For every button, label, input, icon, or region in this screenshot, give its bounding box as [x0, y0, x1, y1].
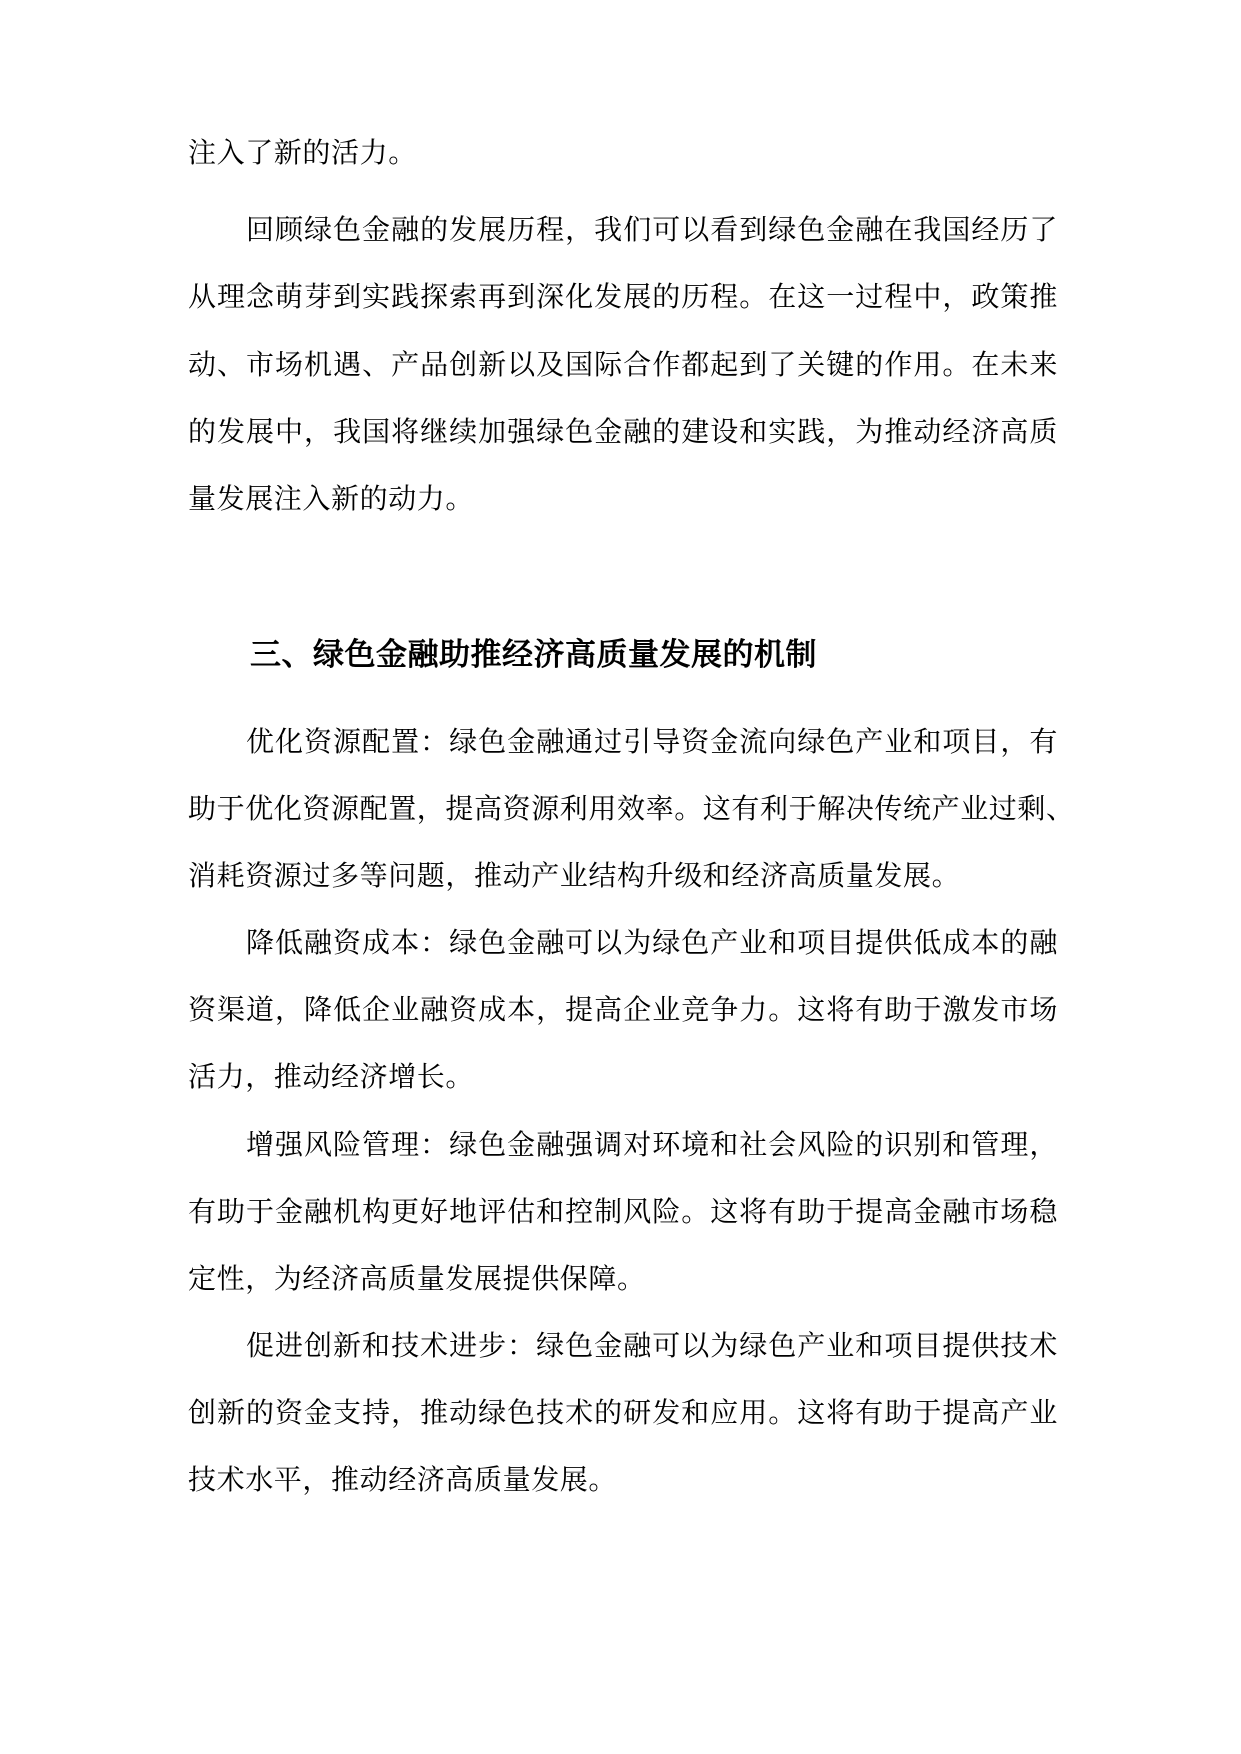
- paragraph-line: 消耗资源过多等问题，推动产业结构升级和经济高质量发展。: [188, 859, 961, 892]
- paragraph-line: 创新的资金支持，推动绿色技术的研发和应用。这将有助于提高产业: [188, 1396, 1058, 1429]
- paragraph-line: 有助于金融机构更好地评估和控制风险。这将有助于提高金融市场稳: [188, 1195, 1058, 1228]
- paragraph-line: 资渠道，降低企业融资成本，提高企业竞争力。这将有助于激发市场: [188, 993, 1058, 1026]
- paragraph-line: 的发展中，我国将继续加强绿色金融的建设和实践，为推动经济高质: [188, 415, 1058, 448]
- paragraph-line: 降低融资成本：绿色金融可以为绿色产业和项目提供低成本的融: [246, 926, 1058, 959]
- paragraph-line: 动、市场机遇、产品创新以及国际合作都起到了关键的作用。在未来: [188, 348, 1058, 381]
- paragraph-line: 回顾绿色金融的发展历程，我们可以看到绿色金融在我国经历了: [246, 213, 1058, 246]
- paragraph-line: 促进创新和技术进步：绿色金融可以为绿色产业和项目提供技术: [246, 1329, 1058, 1362]
- section-heading: 三、绿色金融助推经济高质量发展的机制: [250, 637, 817, 673]
- paragraph-line: 量发展注入新的动力。: [188, 482, 475, 515]
- paragraph-line: 定性，为经济高质量发展提供保障。: [188, 1262, 646, 1295]
- paragraph-line: 从理念萌芽到实践探索再到深化发展的历程。在这一过程中，政策推: [188, 280, 1058, 313]
- paragraph-line: 优化资源配置：绿色金融通过引导资金流向绿色产业和项目，有: [246, 725, 1058, 758]
- paragraph-line: 助于优化资源配置，提高资源利用效率。这有利于解决传统产业过剩、: [188, 792, 1075, 825]
- paragraph-line: 活力，推动经济增长。: [188, 1060, 475, 1093]
- paragraph-line: 技术水平，推动经济高质量发展。: [188, 1463, 618, 1496]
- paragraph-line: 注入了新的活力。: [188, 136, 417, 169]
- paragraph-line: 增强风险管理：绿色金融强调对环境和社会风险的识别和管理，: [246, 1128, 1058, 1161]
